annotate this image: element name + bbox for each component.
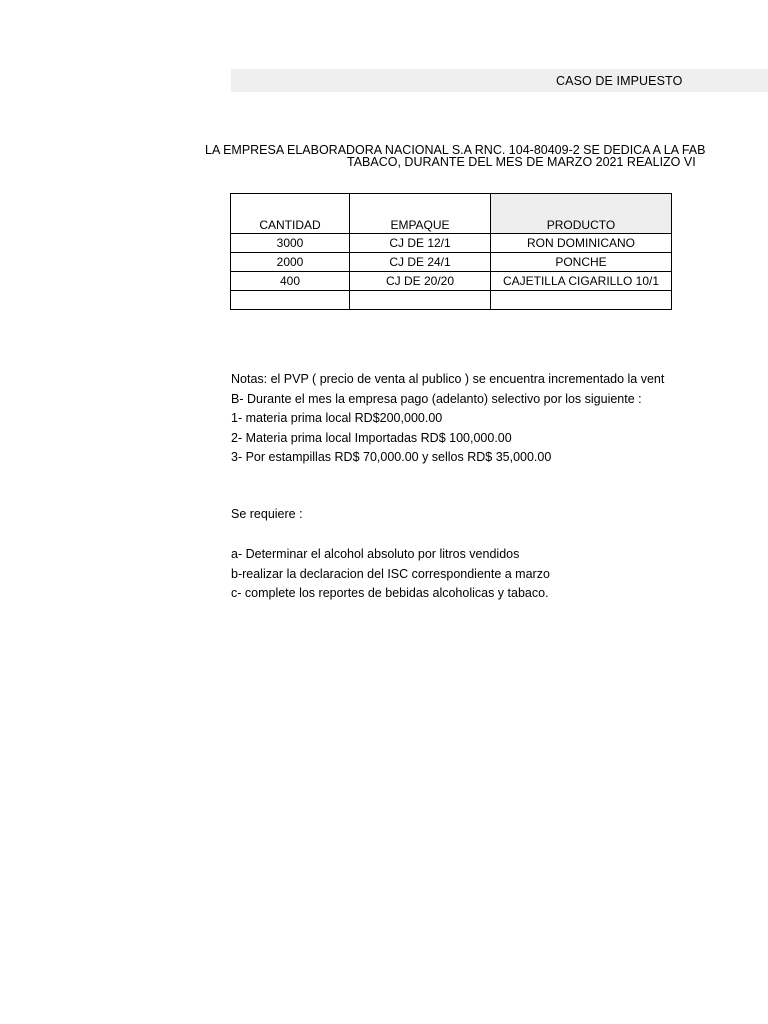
cell-empaque: CJ DE 24/1	[350, 253, 491, 272]
cell-cantidad: 3000	[231, 234, 350, 253]
table-row	[231, 291, 672, 310]
cell-cantidad: 2000	[231, 253, 350, 272]
requirements-heading: Se requiere :	[231, 507, 303, 521]
requirement-item: c- complete los reportes de bebidas alcoholicas y tabaco.	[231, 586, 549, 600]
table-row	[231, 253, 672, 272]
intro-line-2: TABACO, DURANTE DEL MES DE MARZO 2021 REALIZO VI	[347, 155, 696, 169]
cell-cantidad	[231, 291, 350, 310]
table-row	[231, 234, 672, 253]
cell-producto: PONCHE	[491, 253, 672, 272]
cell-empaque	[350, 291, 491, 310]
cell-producto: CAJETILLA CIGARILLO 10/1	[491, 272, 672, 291]
table-header-row	[231, 194, 672, 234]
notes-line: 2- Materia prima local Importadas RD$ 100,000.00	[231, 430, 512, 445]
cell-cantidad: 400	[231, 272, 350, 291]
column-header-cantidad: CANTIDAD	[231, 194, 350, 234]
notes-line: B- Durante el mes la empresa pago (adelanto) selectivo por los siguiente :	[231, 391, 642, 406]
notes-line: 3- Por estampillas RD$ 70,000.00 y sellos RD$ 35,000.00	[231, 450, 552, 464]
notes-block	[231, 370, 664, 468]
requirement-item: a- Determinar el alcohol absoluto por litros vendidos	[231, 547, 520, 561]
cell-empaque: CJ DE 20/20	[350, 272, 491, 291]
cell-producto	[491, 291, 672, 310]
notes-line: 1- materia prima local RD$200,000.00	[231, 411, 443, 425]
column-header-empaque: EMPAQUE	[350, 194, 491, 234]
notes-line: Notas: el PVP ( precio de venta al publico ) se encuentra incrementado la vent	[231, 372, 665, 386]
requirement-item: b-realizar la declaracion del ISC correspondiente a marzo	[231, 566, 550, 581]
column-header-producto: PRODUCTO	[491, 194, 672, 234]
sales-table	[230, 193, 672, 310]
cell-producto: RON DOMINICANO	[491, 234, 672, 253]
requirements-list	[231, 545, 550, 604]
title-bar	[231, 69, 768, 92]
document-title: CASO DE IMPUESTO	[556, 74, 683, 88]
table-row	[231, 272, 672, 291]
intro-line-1: LA EMPRESA ELABORADORA NACIONAL S.A RNC. 104-80409-2 SE DEDICA A LA FAB	[205, 143, 706, 157]
cell-empaque: CJ DE 12/1	[350, 234, 491, 253]
